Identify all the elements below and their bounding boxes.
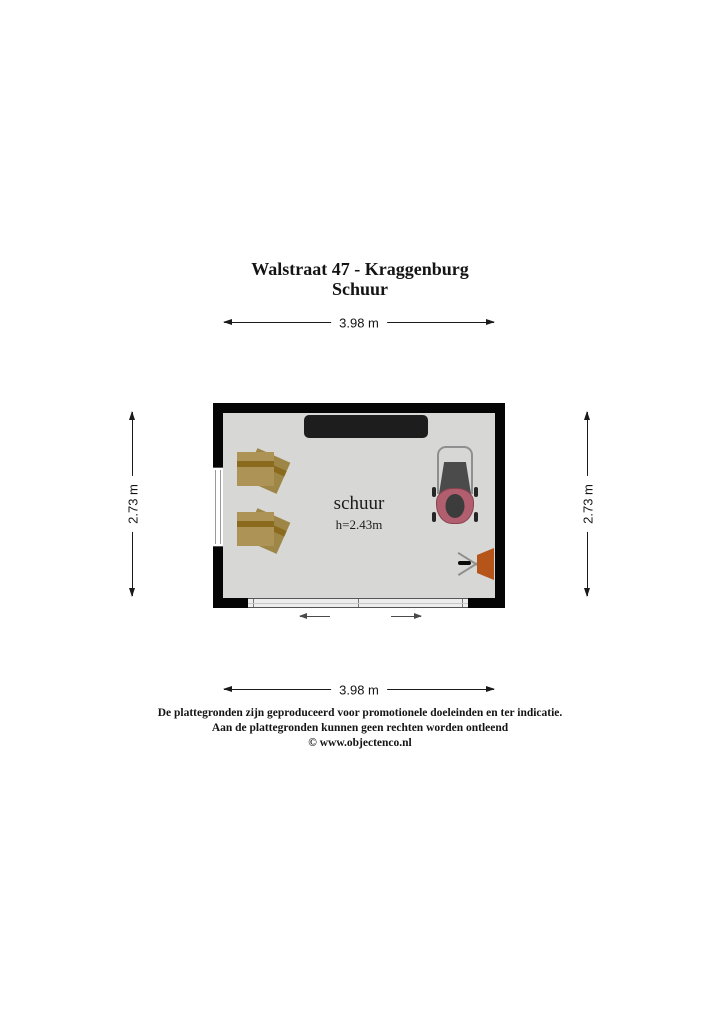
door-frame-tick (253, 599, 254, 607)
dimension-arrow-icon (584, 588, 590, 597)
title-subtitle: Schuur (331, 279, 389, 299)
dimension-arrow-icon (486, 319, 495, 325)
dimension-arrow-icon (486, 686, 495, 692)
crate-band (237, 461, 274, 467)
door-frame-tick (462, 599, 463, 607)
dimension-left (126, 411, 140, 597)
dimension-arrow-icon (129, 588, 135, 597)
arrow-head (299, 613, 307, 619)
door-slide-right-arrow-icon (390, 612, 422, 620)
dimension-top (223, 316, 495, 330)
title-address: Walstraat 47 - Kraggenburg (251, 259, 469, 279)
arrow-head (414, 613, 422, 619)
wheelbarrow-body (477, 548, 494, 580)
crate (237, 452, 274, 486)
dimension-arrow-icon (223, 319, 232, 325)
dimension-bottom-label: 3.98 m (331, 683, 387, 698)
dimension-left-label: 2.73 m (126, 476, 141, 532)
wheelbarrow-icon (456, 542, 496, 588)
room-name: schuur (333, 493, 385, 514)
disclaimer-line-1: De plattegronden zijn geproduceerd voor promotionele doeleinden en ter indicatie. (157, 707, 563, 719)
dimension-arrow-icon (223, 686, 232, 692)
disclaimer (0, 706, 720, 751)
disclaimer-line-2: Aan de plattegronden kunnen geen rechten worden ontleend (211, 722, 509, 734)
storage-crates-icon (237, 450, 287, 496)
dimension-right-label: 2.73 m (581, 476, 596, 532)
wheelbarrow-handle (458, 561, 471, 565)
door-slide-left-arrow-icon (299, 612, 331, 620)
dimension-arrow-icon (584, 411, 590, 420)
page-title (0, 259, 720, 299)
door-frame-tick (358, 599, 359, 607)
dimension-right (581, 411, 595, 597)
dimension-top-label: 3.98 m (331, 316, 387, 331)
workbench-icon (304, 415, 428, 438)
sliding-door-icon (248, 598, 468, 608)
dimension-bottom (223, 683, 495, 697)
room-ceiling-height: h=2.43m (335, 517, 383, 532)
floorplan-room-schuur (213, 403, 505, 608)
dimension-arrow-icon (129, 411, 135, 420)
copyright-line: © www.objectenco.nl (308, 737, 412, 749)
